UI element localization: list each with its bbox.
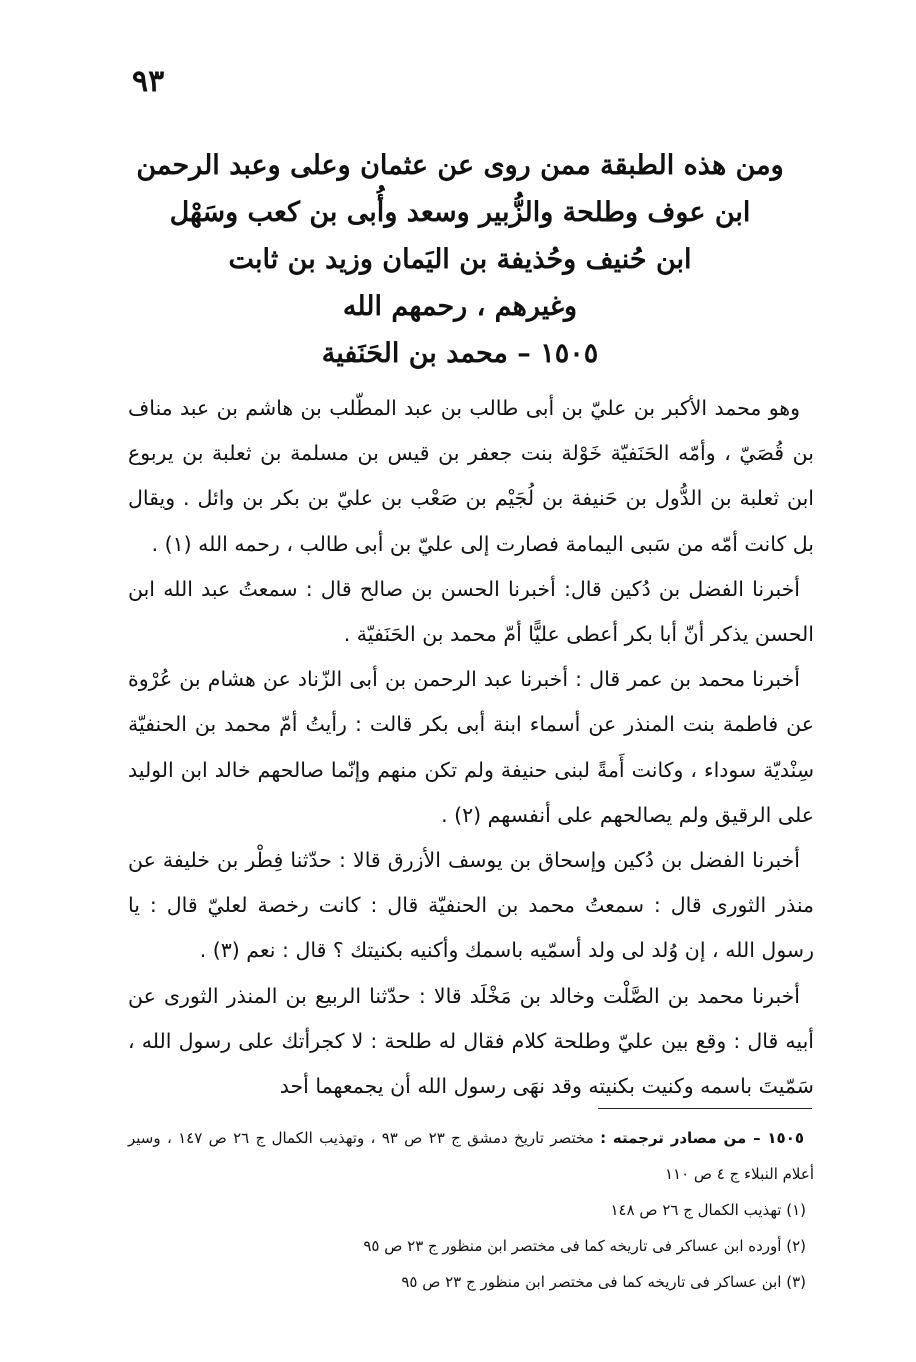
heading-line: وغيرهم ، رحمهم الله bbox=[342, 291, 578, 322]
section-heading bbox=[120, 142, 800, 377]
heading-line: ابن عوف وطلحة والزُّبير وسعد وأُبى بن كعب وسَهْل bbox=[169, 197, 751, 228]
sources-note bbox=[128, 1120, 814, 1192]
heading-line: ابن حُنيف وحُذيفة بن اليَمان وزيد بن ثابت bbox=[228, 244, 692, 275]
paragraph: أخبرنا محمد بن عمر قال : أخبرنا عبد الرحمن بن أبى الزّناد عن هشام بن عُرْوة عن فاطمة بنت المنذر عن أسماء ابنة أبى بكر قالت : رأيتُ أمّ محمد بن الحنفيّة سِنْديّة سوداء ، وكانت أَمةً لبنى حنيفة ولم تكن منهم وإنّما صالحهم خالد ابن الوليد على الرقيق ولم يصالحهم على أنفسهم (٢) . bbox=[128, 667, 814, 827]
sources-label: ١٥٠٥ – من مصادر ترجمته : bbox=[600, 1129, 805, 1147]
page-number: ٩٣ bbox=[132, 64, 165, 99]
body-text bbox=[128, 386, 814, 1109]
footnotes bbox=[128, 1120, 814, 1300]
footnote: (٢) أورده ابن عساكر فى تاريخه كما فى مختصر ابن منظور ج ٢٣ ص ٩٥ bbox=[363, 1237, 806, 1255]
footnote: (١) تهذيب الكمال ج ٢٦ ص ١٤٨ bbox=[610, 1201, 806, 1219]
heading-line: ومن هذه الطبقة ممن روى عن عثمان وعلى وعبد الرحمن bbox=[136, 150, 784, 181]
paragraph: أخبرنا الفضل بن دُكين قال: أخبرنا الحسن بن صالح قال : سمعتُ عبد الله ابن الحسن يذكر أنّ أبا بكر أعطى عليًّا أمّ محمد بن الحَنَفيّة . bbox=[128, 576, 814, 647]
footnote-divider bbox=[598, 1108, 812, 1109]
paragraph: أخبرنا الفضل بن دُكين وإسحاق بن يوسف الأزرق قالا : حدّثنا فِطْر بن خليفة عن منذر الثورى قال : سمعتُ محمد بن الحنفيّة قال : كانت رخصة لعليّ قال : يا رسول الله ، إن وُلد لى ولد أسمّيه باسمك وأكنيه بكنيتك ؟ قال : نعم (٣) . bbox=[128, 848, 814, 963]
paragraph: أخبرنا محمد بن الصَّلْت وخالد بن مَخْلَد قالا : حدّثنا الربيع بن المنذر الثورى عن أبيه قال : وقع بين عليّ وطلحة كلام فقال له طلحة : لا كجرأتك على رسول الله ، سَمّيتَ باسمه وكنيت بكنيته وقد نهَى رسول الله أن يجمعهما أحد bbox=[128, 983, 814, 1099]
footnote: (٣) ابن عساكر فى تاريخه كما فى مختصر ابن منظور ج ٢٣ ص ٩٥ bbox=[401, 1273, 806, 1291]
sources-text: مختصر تاريخ دمشق ج ٢٣ ص ٩٣ ، وتهذيب الكمال ج ٢٦ ص ١٤٧ ، وسير أعلام النبلاء ج ٤ ص ١١٠ bbox=[128, 1129, 814, 1183]
paragraph: وهو محمد الأكبر بن عليّ بن أبى طالب بن عبد المطّلب بن هاشم بن عبد مناف بن قُصَيّ ، وأمّه الحَنَفيّة خَوْلة بنت جعفر بن قيس بن مسلمة بن ثعلبة بن يربوع ابن ثعلبة بن الدُّول بن حَنيفة بن لُجَيْم بن صَعْب بن عليّ بن بكر بن وائل . ويقال بل كانت أمّه من سَبى اليمامة فصارت إلى عليّ بن أبى طالب ، رحمه الله (١) . bbox=[128, 396, 814, 556]
entry-title: ١٥٠٥ – محمد بن الحَنَفية bbox=[321, 338, 599, 369]
